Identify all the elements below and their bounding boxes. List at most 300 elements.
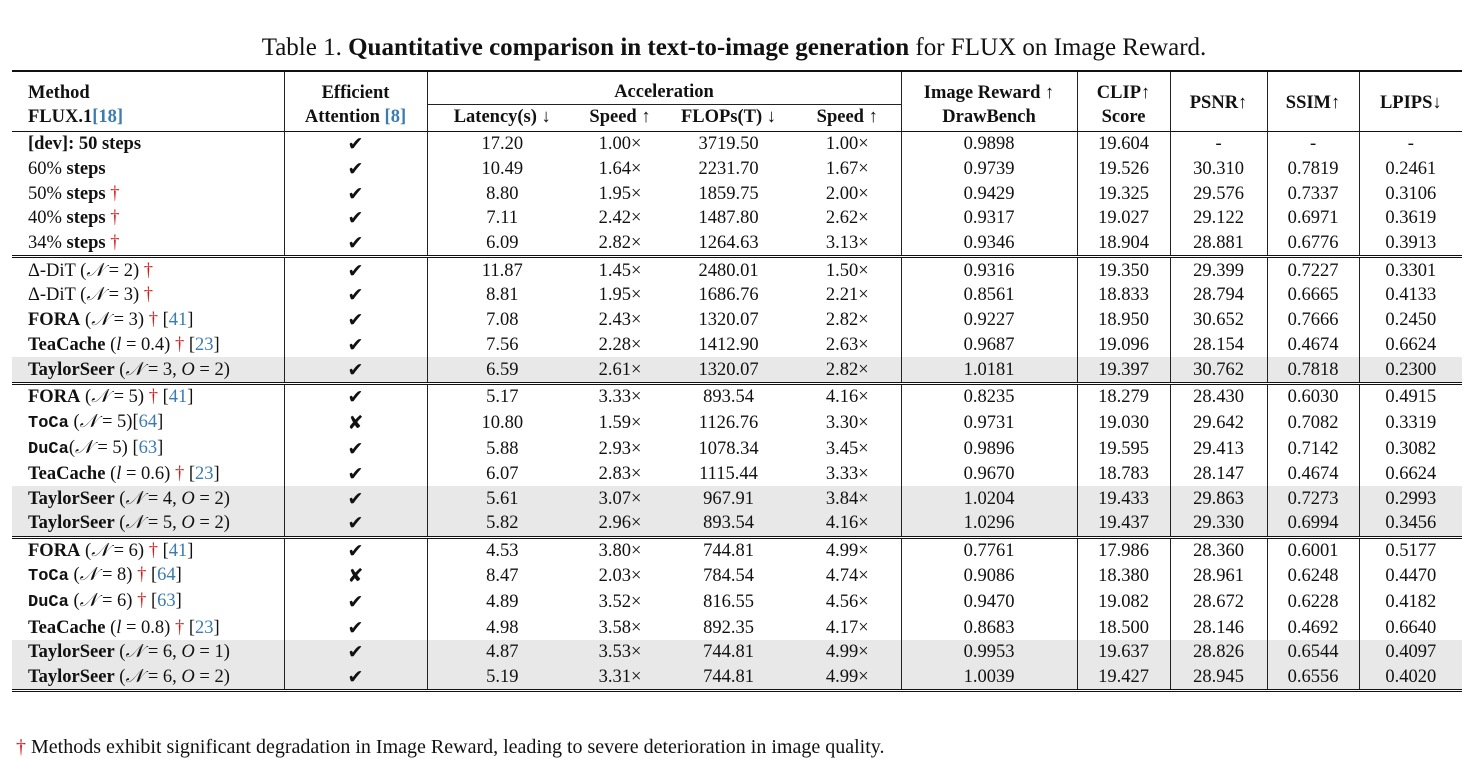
method-text: ]	[157, 437, 164, 458]
method-text: = 6,	[143, 642, 182, 663]
method-text: [	[146, 565, 158, 586]
dagger-mark: †	[148, 540, 158, 561]
method-text: = 0.4)	[121, 334, 175, 355]
table-row	[12, 486, 1462, 511]
sp2-cell: 4.16×	[794, 383, 901, 409]
lat-cell: 5.17	[427, 383, 577, 409]
method-cell	[12, 257, 284, 283]
ssim-cell: 0.6248	[1267, 563, 1359, 589]
method-cell	[12, 308, 284, 333]
clip-cell: 18.500	[1077, 615, 1170, 640]
check-icon: ✔	[284, 462, 427, 487]
method-text: = 2)	[194, 513, 230, 534]
table-row	[12, 357, 1462, 383]
citation-link[interactable]: 41	[168, 387, 188, 408]
lpips-cell: 0.2461	[1359, 157, 1462, 182]
method-text: [	[184, 617, 196, 638]
citation-link[interactable]: 63	[157, 591, 176, 612]
ssim-cell: 0.6001	[1267, 537, 1359, 563]
method-text: = 5)[	[97, 411, 139, 432]
ssim-cell: 0.6994	[1267, 511, 1359, 537]
method-text: TeaCache	[28, 334, 106, 355]
method-text: FORA	[28, 540, 81, 561]
lpips-cell: 0.6624	[1359, 462, 1462, 487]
flops-cell: 1126.76	[698, 412, 759, 433]
sp1-cell: 2.83×	[598, 463, 642, 484]
ir-cell: 1.0204	[901, 486, 1077, 511]
psnr-cell: 28.154	[1170, 333, 1267, 358]
flops-cell: 1320.07	[698, 310, 759, 331]
table-row	[12, 231, 1462, 257]
caption-title: Quantitative comparison in text-to-image generation	[348, 34, 910, 61]
sp2-cell: 4.56×	[825, 592, 869, 613]
method-text: = 3)	[108, 310, 149, 331]
lat-cell: 17.20	[427, 132, 577, 157]
flops-cell: 744.81	[663, 665, 794, 691]
ir-cell: 0.9316	[901, 257, 1077, 283]
clip-cell: 19.437	[1077, 511, 1170, 537]
psnr-cell: 29.576	[1170, 181, 1267, 206]
method-text: (	[114, 513, 126, 534]
lpips-cell: 0.3913	[1359, 231, 1462, 257]
method-text: 𝒩	[125, 359, 144, 380]
method-cell	[12, 511, 284, 537]
clip-cell: 19.427	[1077, 665, 1170, 691]
check-icon: ✔	[284, 357, 427, 383]
method-text: l	[116, 334, 122, 355]
method-text: ToCa	[28, 413, 69, 433]
attention-ref-link[interactable]: [8]	[384, 106, 407, 127]
check-icon: ✔	[284, 308, 427, 333]
dagger-mark: †	[174, 617, 185, 638]
method-text: = 1)	[194, 642, 230, 663]
citation-link[interactable]: 23	[195, 617, 214, 638]
clip-cell: 19.030	[1077, 410, 1170, 436]
method-cell	[12, 462, 284, 487]
clip-cell: 19.637	[1077, 640, 1170, 665]
psnr-cell: 28.672	[1170, 589, 1267, 615]
method-text: TeaCache	[28, 617, 106, 638]
method-text: TeaCache	[28, 463, 106, 484]
table-row	[12, 589, 1462, 615]
lat-cell: 5.19	[427, 665, 577, 691]
ir-cell: 0.9898	[901, 132, 1077, 157]
method-text: (	[68, 437, 75, 458]
ssim-cell: 0.4692	[1267, 615, 1359, 640]
method-text: 𝒩	[125, 667, 144, 688]
method-text: (	[105, 334, 117, 355]
table-row	[12, 511, 1462, 537]
method-text: 𝒩	[79, 591, 98, 612]
clip-cell: 19.397	[1077, 357, 1170, 383]
ir-cell: 1.0039	[901, 665, 1077, 691]
lpips-cell: 0.6640	[1359, 615, 1462, 640]
check-icon: ✔	[284, 640, 427, 665]
check-icon: ✔	[284, 486, 427, 511]
method-text: (	[68, 591, 80, 612]
sp1-cell: 3.07×	[577, 486, 663, 511]
dagger-mark: †	[105, 208, 120, 229]
lat-cell: 4.87	[427, 640, 577, 665]
method-text: [	[184, 334, 196, 355]
flops-cell: 1487.80	[698, 208, 759, 229]
sp2-cell: 4.16×	[794, 511, 901, 537]
method-text: 𝒩	[91, 387, 109, 408]
citation-link[interactable]: 41	[168, 540, 188, 561]
ir-cell: 0.8561	[901, 283, 1077, 308]
sp1-cell: 2.82×	[598, 233, 642, 254]
method-text: Δ-DiT (	[28, 260, 87, 281]
sp2-cell: 4.99×	[794, 665, 901, 691]
sp2-cell: 3.13×	[825, 233, 869, 254]
ir-cell: 0.9896	[901, 436, 1077, 462]
method-text: 𝒩	[74, 437, 93, 458]
ir-cell: 0.8235	[901, 383, 1077, 409]
citation-link[interactable]: 23	[195, 334, 214, 355]
ssim-cell: 0.6971	[1267, 206, 1359, 231]
check-icon: ✔	[284, 333, 427, 358]
citation-link[interactable]: 64	[138, 411, 158, 432]
sp1-cell: 3.33×	[577, 383, 663, 409]
psnr-cell: 29.122	[1170, 206, 1267, 231]
method-text: (	[114, 667, 126, 688]
flops-cell: 2480.01	[663, 257, 794, 283]
acceleration-header: Acceleration	[427, 71, 901, 105]
sp1-cell: 1.45×	[577, 257, 663, 283]
speed-flops-header: Speed ↑	[816, 107, 878, 127]
ssim-cell: 0.4674	[1267, 333, 1359, 358]
dagger-mark: †	[148, 387, 158, 408]
flops-cell: 1686.76	[698, 285, 759, 306]
clip-cell: 19.096	[1077, 333, 1170, 358]
citation-link[interactable]: 23	[195, 463, 214, 484]
clip-cell: 19.325	[1077, 181, 1170, 206]
table-row	[12, 308, 1462, 333]
method-text: l	[116, 463, 122, 484]
method-cell	[12, 132, 284, 157]
method-text: (	[105, 617, 117, 638]
sp2-cell: 1.00×	[794, 132, 901, 157]
method-cell	[12, 640, 284, 665]
lat-cell: 10.49	[427, 157, 577, 182]
citation-link[interactable]: 41	[168, 310, 188, 331]
method-text: [	[157, 387, 169, 408]
ir-cell: 0.9317	[901, 206, 1077, 231]
ssim-cell: 0.7337	[1267, 181, 1359, 206]
method-text: O	[181, 642, 195, 663]
footnote-text: Methods exhibit significant degradation in Image Reward, leading to severe deterioration in image quality.	[31, 736, 885, 758]
dagger-mark: †	[105, 233, 120, 254]
method-text: TaylorSeer	[28, 359, 115, 380]
lat-cell: 6.59	[427, 357, 577, 383]
ssim-cell: 0.7227	[1267, 257, 1359, 283]
sp2-cell: 2.62×	[825, 208, 869, 229]
lat-cell: 8.47	[427, 563, 577, 589]
clip-cell: 19.595	[1077, 436, 1170, 462]
method-text: = 6)	[97, 591, 138, 612]
method-text: (	[80, 387, 92, 408]
method-text: 𝒩	[79, 411, 98, 432]
check-icon: ✔	[284, 615, 427, 640]
clip-cell: 18.783	[1077, 462, 1170, 487]
table-caption	[0, 32, 1468, 64]
clip-cell: 18.904	[1077, 231, 1170, 257]
psnr-cell: 28.961	[1170, 563, 1267, 589]
method-text: = 0.6)	[121, 463, 175, 484]
flops-cell: 1264.63	[698, 233, 759, 254]
sp1-cell: 1.59×	[598, 412, 642, 433]
ssim-cell: 0.7666	[1267, 308, 1359, 333]
method-text: = 6)	[108, 540, 149, 561]
method-text: ]	[175, 565, 182, 586]
flops-cell: 3719.50	[663, 132, 794, 157]
cross-icon: ✘	[284, 563, 427, 589]
lat-cell: 10.80	[427, 410, 577, 436]
clip-cell: 19.027	[1077, 206, 1170, 231]
lat-cell: 5.82	[427, 511, 577, 537]
method-cell	[12, 357, 284, 383]
method-text: steps	[66, 183, 106, 204]
flops-cell: 1412.90	[698, 334, 759, 355]
lpips-cell: 0.2300	[1359, 357, 1462, 383]
psnr-cell: 29.330	[1170, 511, 1267, 537]
flops-cell: 1078.34	[698, 438, 759, 459]
method-text: = 4,	[143, 488, 182, 509]
flops-cell: 892.35	[703, 617, 754, 638]
efficient-attention-subheader: Attention [8]	[284, 105, 427, 132]
method-cell	[12, 665, 284, 691]
method-text: = 3)	[104, 285, 144, 306]
method-text: (	[68, 411, 80, 432]
footnote	[16, 735, 884, 759]
check-icon: ✔	[284, 206, 427, 231]
lat-cell: 4.89	[427, 589, 577, 615]
dagger-mark: †	[105, 183, 120, 204]
dagger-mark: †	[174, 463, 185, 484]
clip-score-header: Score	[1077, 105, 1170, 132]
sp1-cell: 1.95×	[598, 285, 642, 306]
table-row	[12, 563, 1462, 589]
sp2-cell: 2.82×	[825, 310, 869, 331]
citation-link[interactable]: 64	[157, 565, 176, 586]
method-text: ]	[175, 591, 182, 612]
lat-cell: 11.87	[427, 257, 577, 283]
lat-cell: 5.88	[427, 436, 577, 462]
psnr-cell: 28.826	[1170, 640, 1267, 665]
method-text: (	[114, 642, 126, 663]
method-cell	[12, 383, 284, 409]
sp2-cell: 1.50×	[794, 257, 901, 283]
check-icon: ✔	[284, 132, 427, 157]
method-text: steps	[66, 208, 106, 229]
flops-cell: 816.55	[703, 592, 754, 613]
sp2-cell: 4.17×	[825, 617, 869, 638]
method-cell	[12, 231, 284, 257]
sp2-cell: 2.82×	[794, 357, 901, 383]
ssim-cell: 0.7142	[1267, 436, 1359, 462]
citation-link[interactable]: 63	[138, 437, 158, 458]
sp1-cell: 2.61×	[577, 357, 663, 383]
lpips-cell: 0.3301	[1359, 257, 1462, 283]
table-row	[12, 157, 1462, 182]
sp1-cell: 3.80×	[577, 537, 663, 563]
method-text: 𝒩	[86, 285, 105, 306]
lat-cell: 7.11	[427, 206, 577, 231]
lat-cell: 4.53	[427, 537, 577, 563]
method-text: = 2)	[194, 488, 230, 509]
method-text: ]	[213, 463, 220, 484]
clip-cell: 19.604	[1077, 132, 1170, 157]
psnr-cell: 30.762	[1170, 357, 1267, 383]
method-text: O	[181, 513, 195, 534]
lpips-cell: 0.4133	[1359, 283, 1462, 308]
table-row	[12, 132, 1462, 157]
method-text: 50%	[28, 183, 67, 204]
lpips-cell: 0.4020	[1359, 665, 1462, 691]
flops-cell: 1115.44	[699, 463, 758, 484]
method-text: = 2)	[194, 667, 230, 688]
dagger-mark: †	[148, 310, 158, 331]
method-text: (	[68, 565, 80, 586]
ssim-cell: 0.6030	[1267, 383, 1359, 409]
sp1-cell: 1.64×	[598, 159, 642, 180]
flops-header: FLOPs(T) ↓	[680, 107, 777, 127]
check-icon: ✔	[284, 383, 427, 409]
psnr-cell: -	[1170, 132, 1267, 157]
method-text: 𝒩	[86, 260, 105, 281]
method-text: O	[181, 667, 195, 688]
check-icon: ✔	[284, 436, 427, 462]
method-text: ToCa	[28, 567, 69, 587]
lat-cell: 7.08	[427, 308, 577, 333]
check-icon: ✔	[284, 665, 427, 691]
method-cell	[12, 486, 284, 511]
table-row	[12, 181, 1462, 206]
flops-cell: 1320.07	[663, 357, 794, 383]
method-text: 𝒩	[125, 513, 144, 534]
lat-cell: 8.81	[427, 283, 577, 308]
table-row	[12, 640, 1462, 665]
flops-cell: 784.54	[703, 566, 754, 587]
method-text: steps	[66, 159, 106, 180]
method-text: O	[181, 488, 195, 509]
method-text: DuCa	[28, 593, 69, 613]
method-text: (	[80, 540, 92, 561]
dagger-mark: †	[143, 260, 154, 281]
method-text: FORA	[28, 310, 81, 331]
check-icon: ✔	[284, 511, 427, 537]
psnr-cell: 28.146	[1170, 615, 1267, 640]
efficient-attention-header: Efficient	[284, 71, 427, 105]
method-header: Method	[12, 71, 284, 105]
table-row	[12, 615, 1462, 640]
sp1-cell: 1.00×	[577, 132, 663, 157]
method-text: ]	[187, 540, 194, 561]
method-text: O	[181, 359, 195, 380]
ir-cell: 0.9953	[901, 640, 1077, 665]
method-text: ]	[213, 334, 220, 355]
flops-cell: 893.54	[663, 511, 794, 537]
lpips-cell: 0.3106	[1359, 181, 1462, 206]
sp1-cell: 3.31×	[577, 665, 663, 691]
lpips-cell: 0.6624	[1359, 333, 1462, 358]
psnr-cell: 28.147	[1170, 462, 1267, 487]
check-icon: ✔	[284, 283, 427, 308]
method-text: ]	[213, 617, 220, 638]
ir-cell: 0.9739	[901, 157, 1077, 182]
lpips-header: LPIPS↓	[1359, 71, 1462, 132]
cross-icon: ✘	[284, 410, 427, 436]
method-cell	[12, 563, 284, 589]
caption-rest: for FLUX on Image Reward.	[915, 34, 1207, 61]
method-cell	[12, 537, 284, 563]
header-row-1	[12, 71, 1462, 105]
table-row	[12, 436, 1462, 462]
method-cell	[12, 283, 284, 308]
lpips-cell: -	[1359, 132, 1462, 157]
drawbench-header: DrawBench	[901, 105, 1077, 132]
lpips-cell: 0.4915	[1359, 383, 1462, 409]
sp1-cell: 1.95×	[598, 183, 642, 204]
method-cell	[12, 615, 284, 640]
sp1-cell: 2.96×	[577, 511, 663, 537]
clip-cell: 19.350	[1077, 257, 1170, 283]
method-text: Δ-DiT (	[28, 285, 87, 306]
table-row	[12, 383, 1462, 409]
ssim-cell: 0.6228	[1267, 589, 1359, 615]
method-text: 34%	[28, 233, 67, 254]
clip-cell: 17.986	[1077, 537, 1170, 563]
method-text: = 6,	[143, 667, 182, 688]
sp1-cell: 3.53×	[577, 640, 663, 665]
method-text: ]	[157, 411, 164, 432]
flops-cell: 744.81	[663, 640, 794, 665]
lpips-cell: 0.4097	[1359, 640, 1462, 665]
flops-cell: 1859.75	[698, 183, 759, 204]
table-row	[12, 206, 1462, 231]
method-text: 40%	[28, 208, 67, 229]
sp1-cell: 2.43×	[598, 310, 642, 331]
speed-latency-header: Speed ↑	[589, 107, 651, 127]
dagger-mark: †	[174, 334, 185, 355]
table-body	[12, 132, 1462, 691]
method-text: DuCa	[28, 439, 69, 459]
lat-cell: 6.07	[427, 462, 577, 487]
dagger-mark: †	[137, 591, 147, 612]
flops-cell: 967.91	[663, 486, 794, 511]
ir-cell: 0.9346	[901, 231, 1077, 257]
ir-cell: 0.8683	[901, 615, 1077, 640]
method-text: 𝒩	[125, 488, 144, 509]
flops-cell: 744.81	[663, 537, 794, 563]
check-icon: ✔	[284, 157, 427, 182]
method-text: [	[157, 310, 169, 331]
method-text: TaylorSeer	[28, 667, 115, 688]
ssim-cell: -	[1267, 132, 1359, 157]
comparison-table	[12, 70, 1462, 692]
method-ref-link[interactable]: [18]	[92, 106, 124, 127]
ir-cell: 0.9670	[901, 462, 1077, 487]
method-text: = 3,	[143, 359, 182, 380]
method-text: 𝒩	[79, 565, 98, 586]
table-row	[12, 537, 1462, 563]
psnr-cell: 30.310	[1170, 157, 1267, 182]
lpips-cell: 0.3082	[1359, 436, 1462, 462]
sp2-cell: 4.74×	[825, 566, 869, 587]
psnr-cell: 28.945	[1170, 665, 1267, 691]
sp2-cell: 3.30×	[825, 412, 869, 433]
method-text: (	[114, 488, 126, 509]
